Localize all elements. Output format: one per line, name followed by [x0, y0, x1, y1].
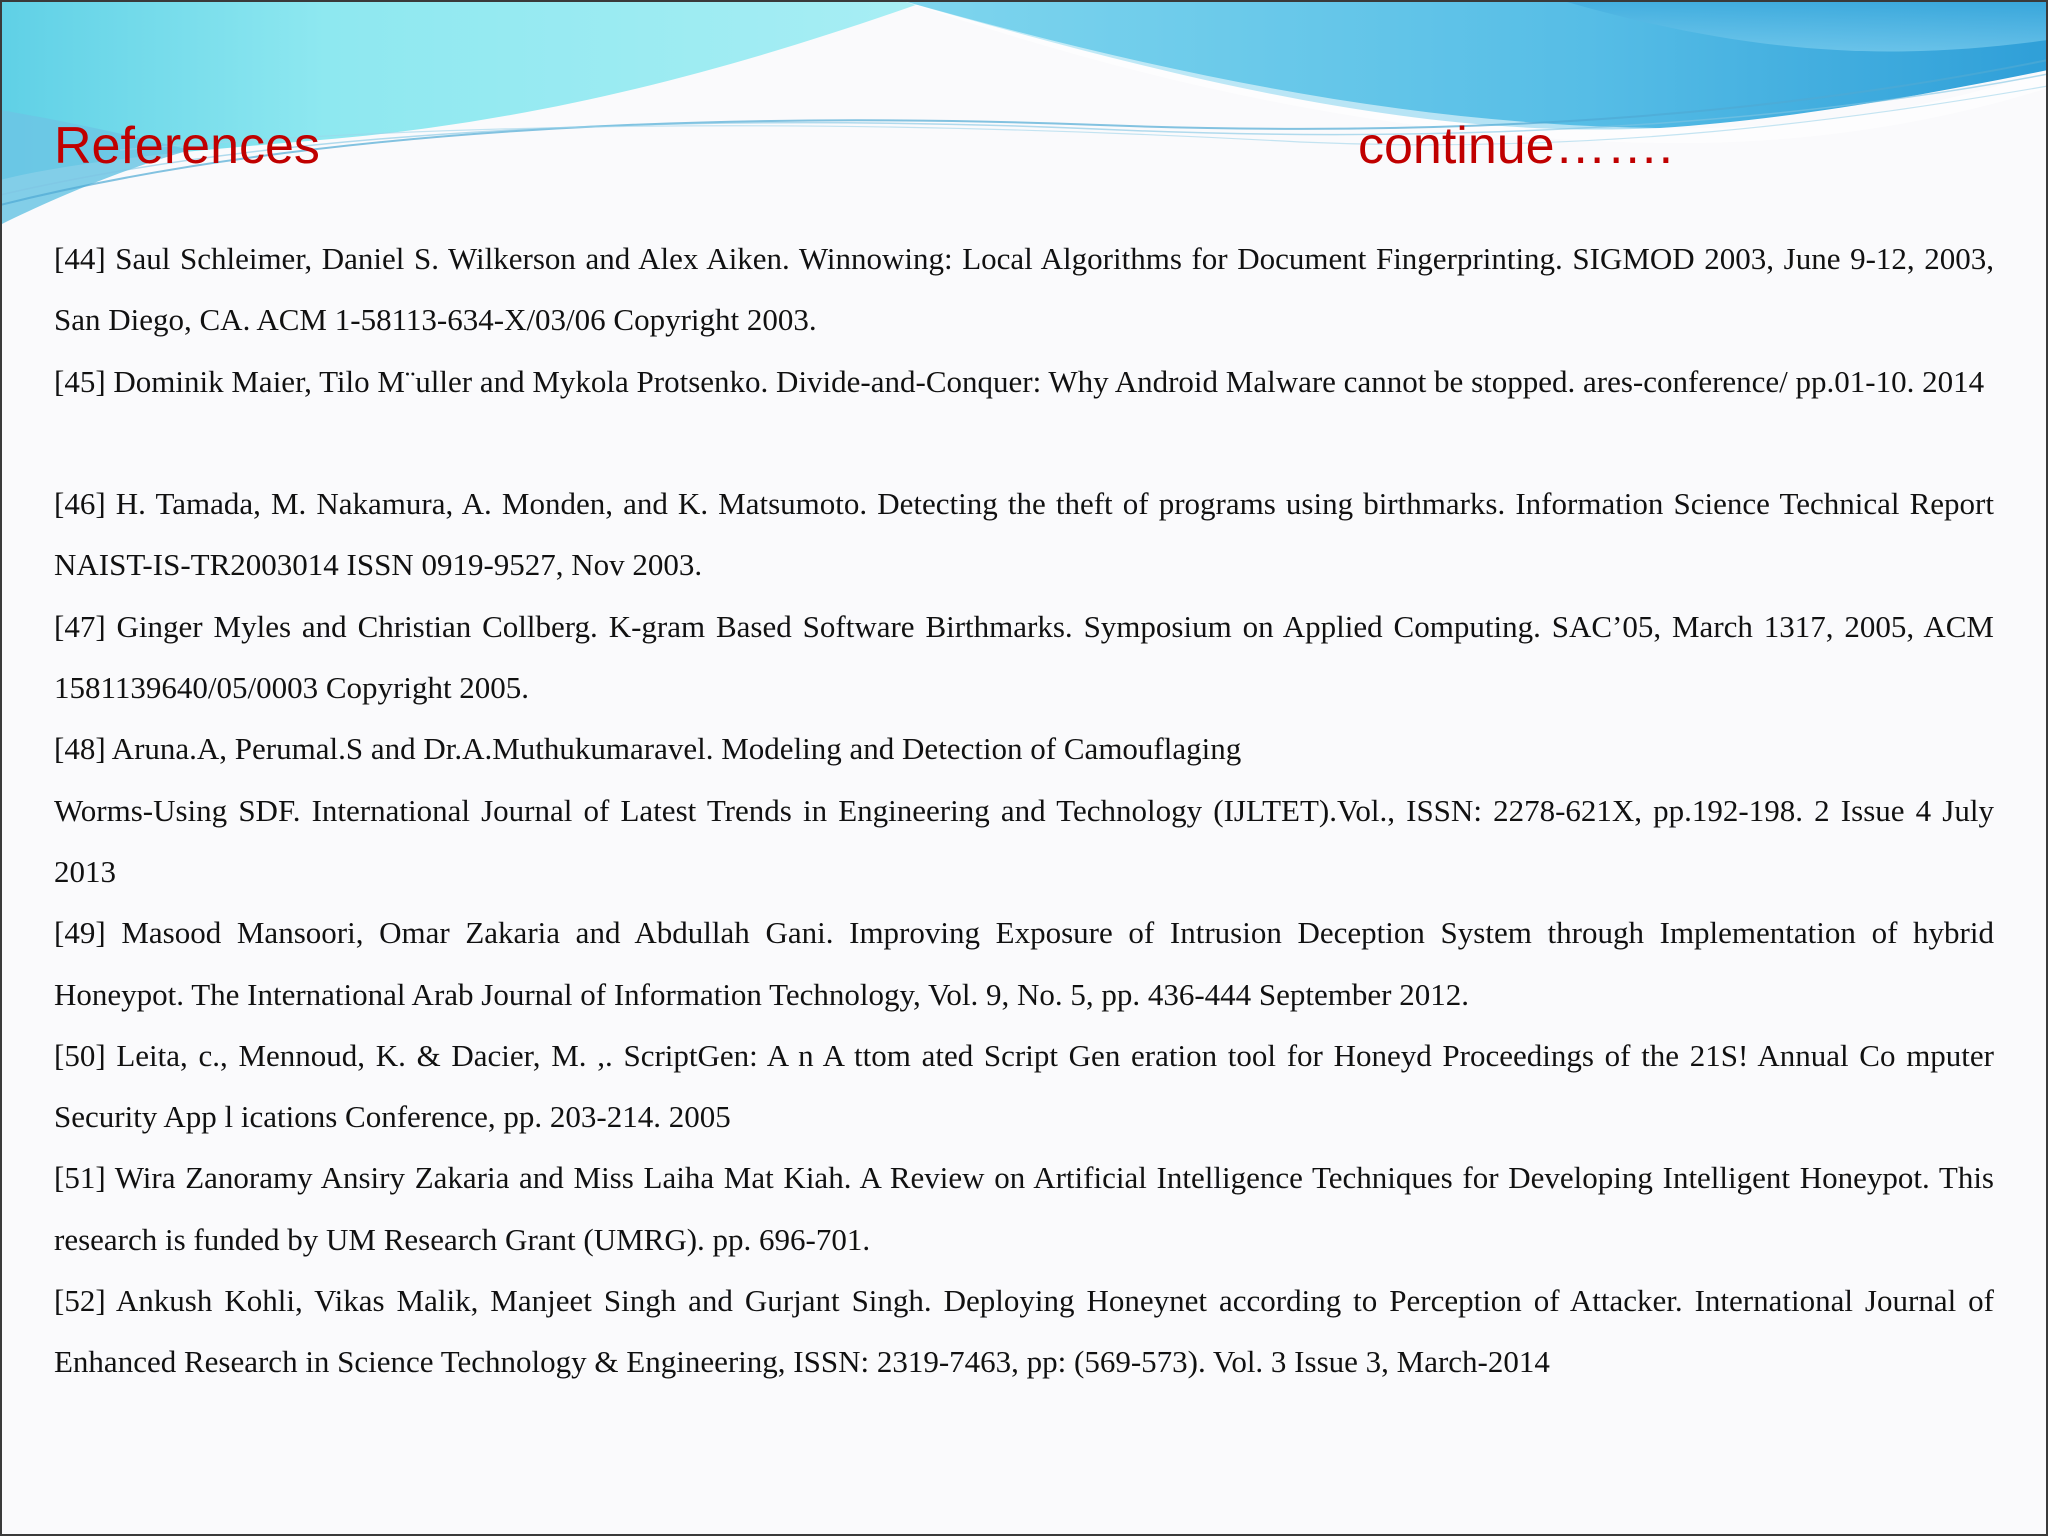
slide-title: References: [54, 117, 320, 175]
reference-item: [50] Leita, c., Mennoud, K. & Dacier, M. ,. ScriptGen: A n A ttom ated Script Gen eration tool for Honeyd Proceedings of the 21S! Annual Co mputer Security App l ications Conference, pp. 203-214. 2005: [54, 1037, 1994, 1135]
reference-item: [45] Dominik Maier, Tilo M¨uller and Mykola Protsenko. Divide-and-Conquer: Why Android Malware cannot be stopped. ares-conference/ pp.01-10. 2014: [54, 363, 1985, 399]
reference-item: [52] Ankush Kohli, Vikas Malik, Manjeet Singh and Gurjant Singh. Deploying Honeynet according to Perception of Attacker. International Journal of Enhanced Research in Science Technology & Engineering, ISSN: 2319-7463, pp: (569-573). Vol. 3 Issue 3, March-2014: [54, 1283, 1994, 1380]
reference-item: [51] Wira Zanoramy Ansiry Zakaria and Miss Laiha Mat Kiah. A Review on Artificial Intelligence Techniques for Developing Intelligent Honeypot. This research is funded by UM Research Grant (UMRG). pp. 696-701.: [54, 1160, 1994, 1257]
references-list: [54, 228, 1994, 1393]
reference-item: [46] H. Tamada, M. Nakamura, A. Monden, and K. Matsumoto. Detecting the theft of programs using birthmarks. Information Science Technical Report NAIST-IS-TR2003014 ISSN 0919-9527, Nov 2003.: [54, 486, 1994, 583]
reference-item: [47] Ginger Myles and Christian Collberg. K-gram Based Software Birthmarks. Symposium on Applied Computing. SAC’05, March 1317, 2005, ACM 1581139640/05/0003 Copyright 2005.: [54, 608, 1994, 706]
reference-item: [49] Masood Mansoori, Omar Zakaria and Abdullah Gani. Improving Exposure of Intrusion Deception System through Implementation of hybrid Honeypot. The International Arab Journal of Information Technology, Vol. 9, No. 5, pp. 436-444 September 2012.: [54, 915, 1994, 1012]
reference-item: [48] Aruna.A, Perumal.S and Dr.A.Muthukumaravel. Modeling and Detection of Camouflaging: [54, 731, 1242, 767]
slide-title-continue: continue…….: [1358, 117, 1674, 175]
reference-item: [44] Saul Schleimer, Daniel S. Wilkerson and Alex Aiken. Winnowing: Local Algorithms for Document Fingerprinting. SIGMOD 2003, June 9-12, 2003, San Diego, CA. ACM 1-58113-634-X/03/06 Copyright 2003.: [54, 241, 1994, 338]
blank-line: [54, 412, 1994, 473]
reference-item: Worms-Using SDF. International Journal of Latest Trends in Engineering and Technology (IJLTET).Vol., ISSN: 2278-621X, pp.192-198. 2 Issue 4 July 2013: [54, 792, 1994, 889]
